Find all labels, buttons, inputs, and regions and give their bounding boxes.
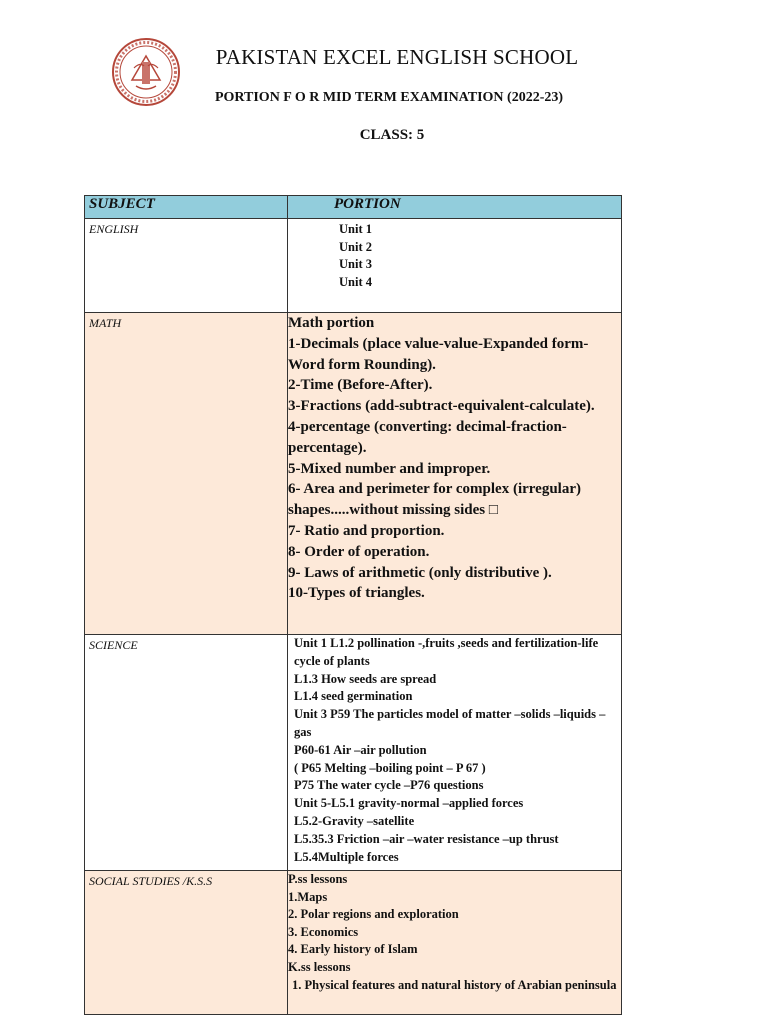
portion-math [288, 313, 622, 635]
portion-column-header: PORTION [288, 196, 622, 219]
list-item: Unit 1 L1.2 pollination -,fruits ,seeds and fertilization-life cycle of plants [294, 636, 599, 668]
list-item: P60-61 Air –air pollution [294, 742, 427, 757]
list-item: 9- Laws of arithmetic (only distributive ). [288, 564, 552, 581]
list-item: 3. Economics [288, 924, 359, 939]
exam-title: PORTION F O R MID TERM EXAMINATION (2022-23) [214, 90, 564, 105]
list-item: Unit 4 [339, 274, 372, 289]
list-item: Unit 3 P59 The particles model of matter –solids –liquids –gas [294, 707, 606, 739]
list-item: Unit 2 [339, 239, 372, 254]
subject-column-header: SUBJECT [85, 196, 288, 219]
list-item: 4. Early history of Islam [288, 942, 418, 957]
list-item: L1.3 How seeds are spread [294, 671, 437, 686]
list-item: Unit 5-L5.1 gravity-normal –applied forces [294, 796, 524, 811]
table-row-social-studies [85, 871, 622, 1015]
subject-math: MATH [85, 313, 288, 635]
list-item: L5.35.3 Friction –air –water resistance –up thrust [294, 831, 559, 846]
list-item: K.ss lessons [288, 959, 351, 974]
list-item: Unit 3 [339, 257, 372, 271]
list-item: Unit 1 [339, 222, 372, 236]
class-label: CLASS: 5 [359, 127, 425, 143]
list-item: 3-Fractions (add-subtract-equivalent-calculate). [288, 398, 595, 415]
list-item: P75 The water cycle –P76 questions [294, 778, 484, 793]
table-row-science [85, 635, 622, 871]
list-item: ( P65 Melting –boiling point – P 67 ) [294, 760, 486, 775]
list-item: 5-Mixed number and improper. [288, 460, 491, 477]
subject-science: SCIENCE [85, 635, 288, 871]
list-item: 10-Types of triangles. [288, 585, 425, 602]
list-item: 7- Ratio and proportion. [288, 522, 445, 539]
portion-science [288, 635, 622, 871]
list-item: P.ss lessons [288, 872, 348, 886]
social-studies-portion-list [288, 871, 621, 994]
school-name: PAKISTAN EXCEL ENGLISH SCHOOL [215, 45, 579, 69]
portion-social-studies [288, 871, 622, 1015]
subject-social-studies: SOCIAL STUDIES /K.S.S [85, 871, 288, 1015]
list-item: 8- Order of operation. [288, 543, 430, 560]
list-item: L5.2-Gravity –satellite [294, 813, 415, 828]
table-header-row [85, 196, 622, 219]
portion-english [288, 219, 622, 313]
table-row-english [85, 219, 622, 313]
list-item: 4-percentage (converting: decimal-fraction-percentage). [288, 418, 567, 456]
list-item: 1-Decimals (place value-value-Expanded form-Word form Rounding). [288, 335, 589, 373]
list-item: 6- Area and perimeter for complex (irregular) shapes.....without missing sides □ [288, 481, 581, 519]
list-item: 1.Maps [288, 889, 328, 904]
math-portion-list [288, 313, 621, 604]
portion-table [84, 195, 622, 1015]
science-portion-list [288, 635, 621, 866]
list-item: 2-Time (Before-After). [288, 377, 433, 394]
list-item: L5.4Multiple forces [294, 849, 399, 864]
list-item: L1.4 seed germination [294, 689, 413, 704]
list-item: 1. Physical features and natural history of Arabian peninsula [292, 977, 617, 992]
list-item: Math portion [288, 315, 375, 331]
subject-english: ENGLISH [85, 219, 288, 313]
table-row-math [85, 313, 622, 635]
list-item: 2. Polar regions and exploration [288, 907, 459, 922]
english-portion-list [288, 219, 621, 291]
